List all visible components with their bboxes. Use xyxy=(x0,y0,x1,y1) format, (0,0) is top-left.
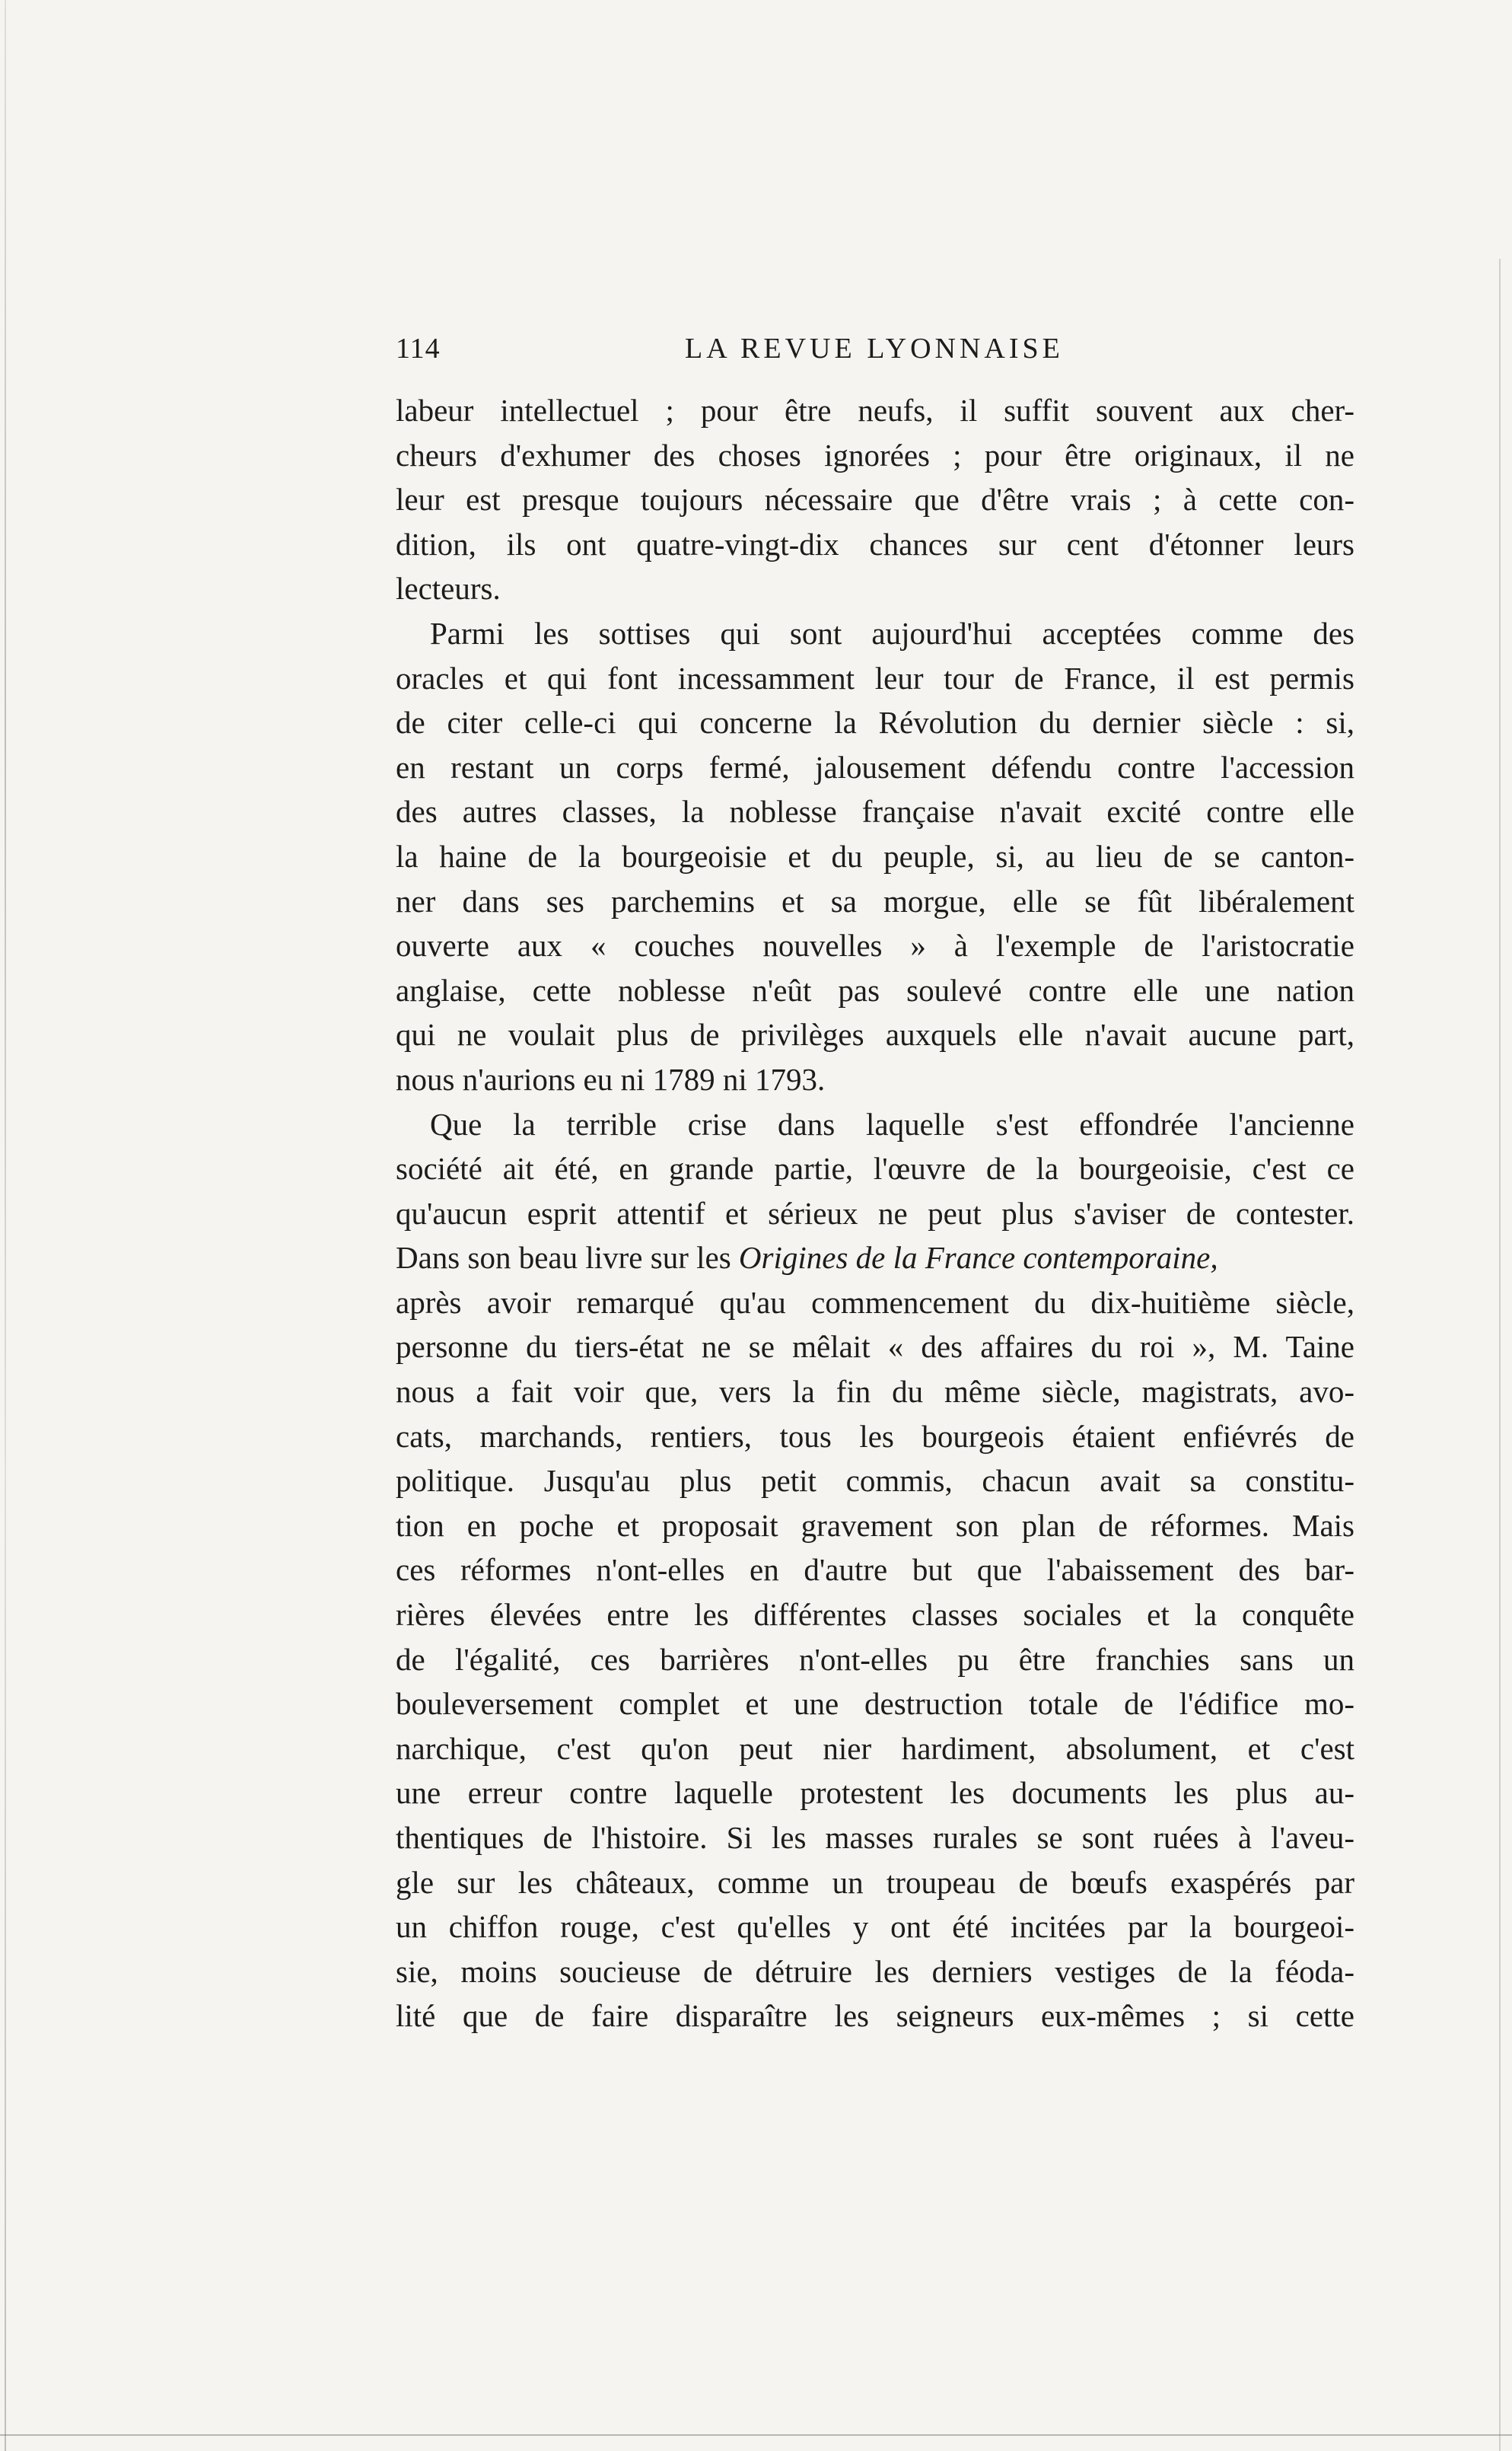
text-line: dition, ils ont quatre-vingt-dix chances sur cent d'étonner leurs xyxy=(396,526,1354,562)
text-line xyxy=(396,1235,1354,1280)
text-line: rières élevées entre les différentes classes sociales et la conquête xyxy=(396,1597,1354,1633)
text-line: de l'égalité, ces barrières n'ont-elles pu être franchies sans un xyxy=(396,1641,1354,1677)
text-line: tion en poche et proposait gravement son plan de réformes. Mais xyxy=(396,1507,1354,1543)
text-line: politique. Jusqu'au plus petit commis, chacun avait sa constitu- xyxy=(396,1463,1354,1499)
text-line: oracles et qui font incessamment leur tour de France, il est permis xyxy=(396,660,1354,696)
text-segment: Dans son beau livre sur les xyxy=(396,1240,731,1276)
text-line: la haine de la bourgeoisie et du peuple, si, au lieu de se canton- xyxy=(396,838,1354,874)
book-title: Origines de la France contemporaine, xyxy=(738,1240,1218,1276)
text-line: lecteurs. xyxy=(396,571,501,607)
text-line: bouleversement complet et une destruction totale de l'édifice mo- xyxy=(396,1686,1354,1722)
scan-edge-left xyxy=(5,0,6,2451)
running-title: LA REVUE LYONNAISE xyxy=(685,333,1064,365)
text-line: un chiffon rouge, c'est qu'elles y ont été incitées par la bourgeoi- xyxy=(396,1909,1354,1945)
text-line: nous a fait voir que, vers la fin du même siècle, magistrats, avo- xyxy=(396,1374,1354,1410)
text-line: leur est presque toujours nécessaire que d'être vrais ; à cette con- xyxy=(396,482,1354,518)
text-line: sie, moins soucieuse de détruire les derniers vestiges de la féoda- xyxy=(396,1953,1354,1989)
text-line: après avoir remarqué qu'au commencement du dix-huitième siècle, xyxy=(396,1284,1354,1320)
text-line: personne du tiers-état ne se mêlait « des affaires du roi », M. Taine xyxy=(396,1329,1354,1365)
text-line: gle sur les châteaux, comme un troupeau de bœufs exaspérés par xyxy=(396,1864,1354,1900)
scan-edge-right xyxy=(1499,259,1501,2451)
text-line: des autres classes, la noblesse française n'avait excité contre elle xyxy=(396,794,1354,830)
text-line: ner dans ses parchemins et sa morgue, elle se fût libéralement xyxy=(396,883,1354,919)
page-header xyxy=(396,332,1370,378)
body-text xyxy=(396,388,1354,2038)
text-line: en restant un corps fermé, jalousement défendu contre l'accession xyxy=(396,749,1354,785)
text-line: ces réformes n'ont-elles en d'autre but que l'abaissement des bar- xyxy=(396,1552,1354,1588)
text-line: labeur intellectuel ; pour être neufs, il suffit souvent aux cher- xyxy=(396,393,1354,428)
scan-edge-bottom xyxy=(0,2434,1512,2436)
text-line: cats, marchands, rentiers, tous les bourgeois étaient enfiévrés de xyxy=(396,1418,1354,1454)
text-line: société ait été, en grande partie, l'œuvre de la bourgeoisie, c'est ce xyxy=(396,1151,1354,1187)
text-line: Que la terrible crise dans laquelle s'est effondrée l'ancienne xyxy=(430,1106,1354,1142)
text-line: thentiques de l'histoire. Si les masses rurales se sont ruées à l'aveu- xyxy=(396,1820,1354,1855)
text-line: nous n'aurions eu ni 1789 ni 1793. xyxy=(396,1061,826,1097)
text-line: de citer celle-ci qui concerne la Révolution du dernier siècle : si, xyxy=(396,705,1354,741)
text-line: Parmi les sottises qui sont aujourd'hui acceptées comme des xyxy=(430,615,1354,651)
text-line: qui ne voulait plus de privilèges auxquels elle n'avait aucune part, xyxy=(396,1017,1354,1053)
text-line: qu'aucun esprit attentif et sérieux ne peut plus s'aviser de contester. xyxy=(396,1195,1354,1231)
text-line: ouverte aux « couches nouvelles » à l'exemple de l'aristocratie xyxy=(396,928,1354,964)
page-number: 114 xyxy=(396,333,441,365)
text-line: une erreur contre laquelle protestent les documents les plus au- xyxy=(396,1775,1354,1811)
text-line: cheurs d'exhumer des choses ignorées ; pour être originaux, il ne xyxy=(396,437,1354,473)
text-line: anglaise, cette noblesse n'eût pas soulevé contre elle une nation xyxy=(396,972,1354,1008)
text-line: lité que de faire disparaître les seigneurs eux-mêmes ; si cette xyxy=(396,1998,1354,2034)
text-line: narchique, c'est qu'on peut nier hardiment, absolument, et c'est xyxy=(396,1730,1354,1766)
